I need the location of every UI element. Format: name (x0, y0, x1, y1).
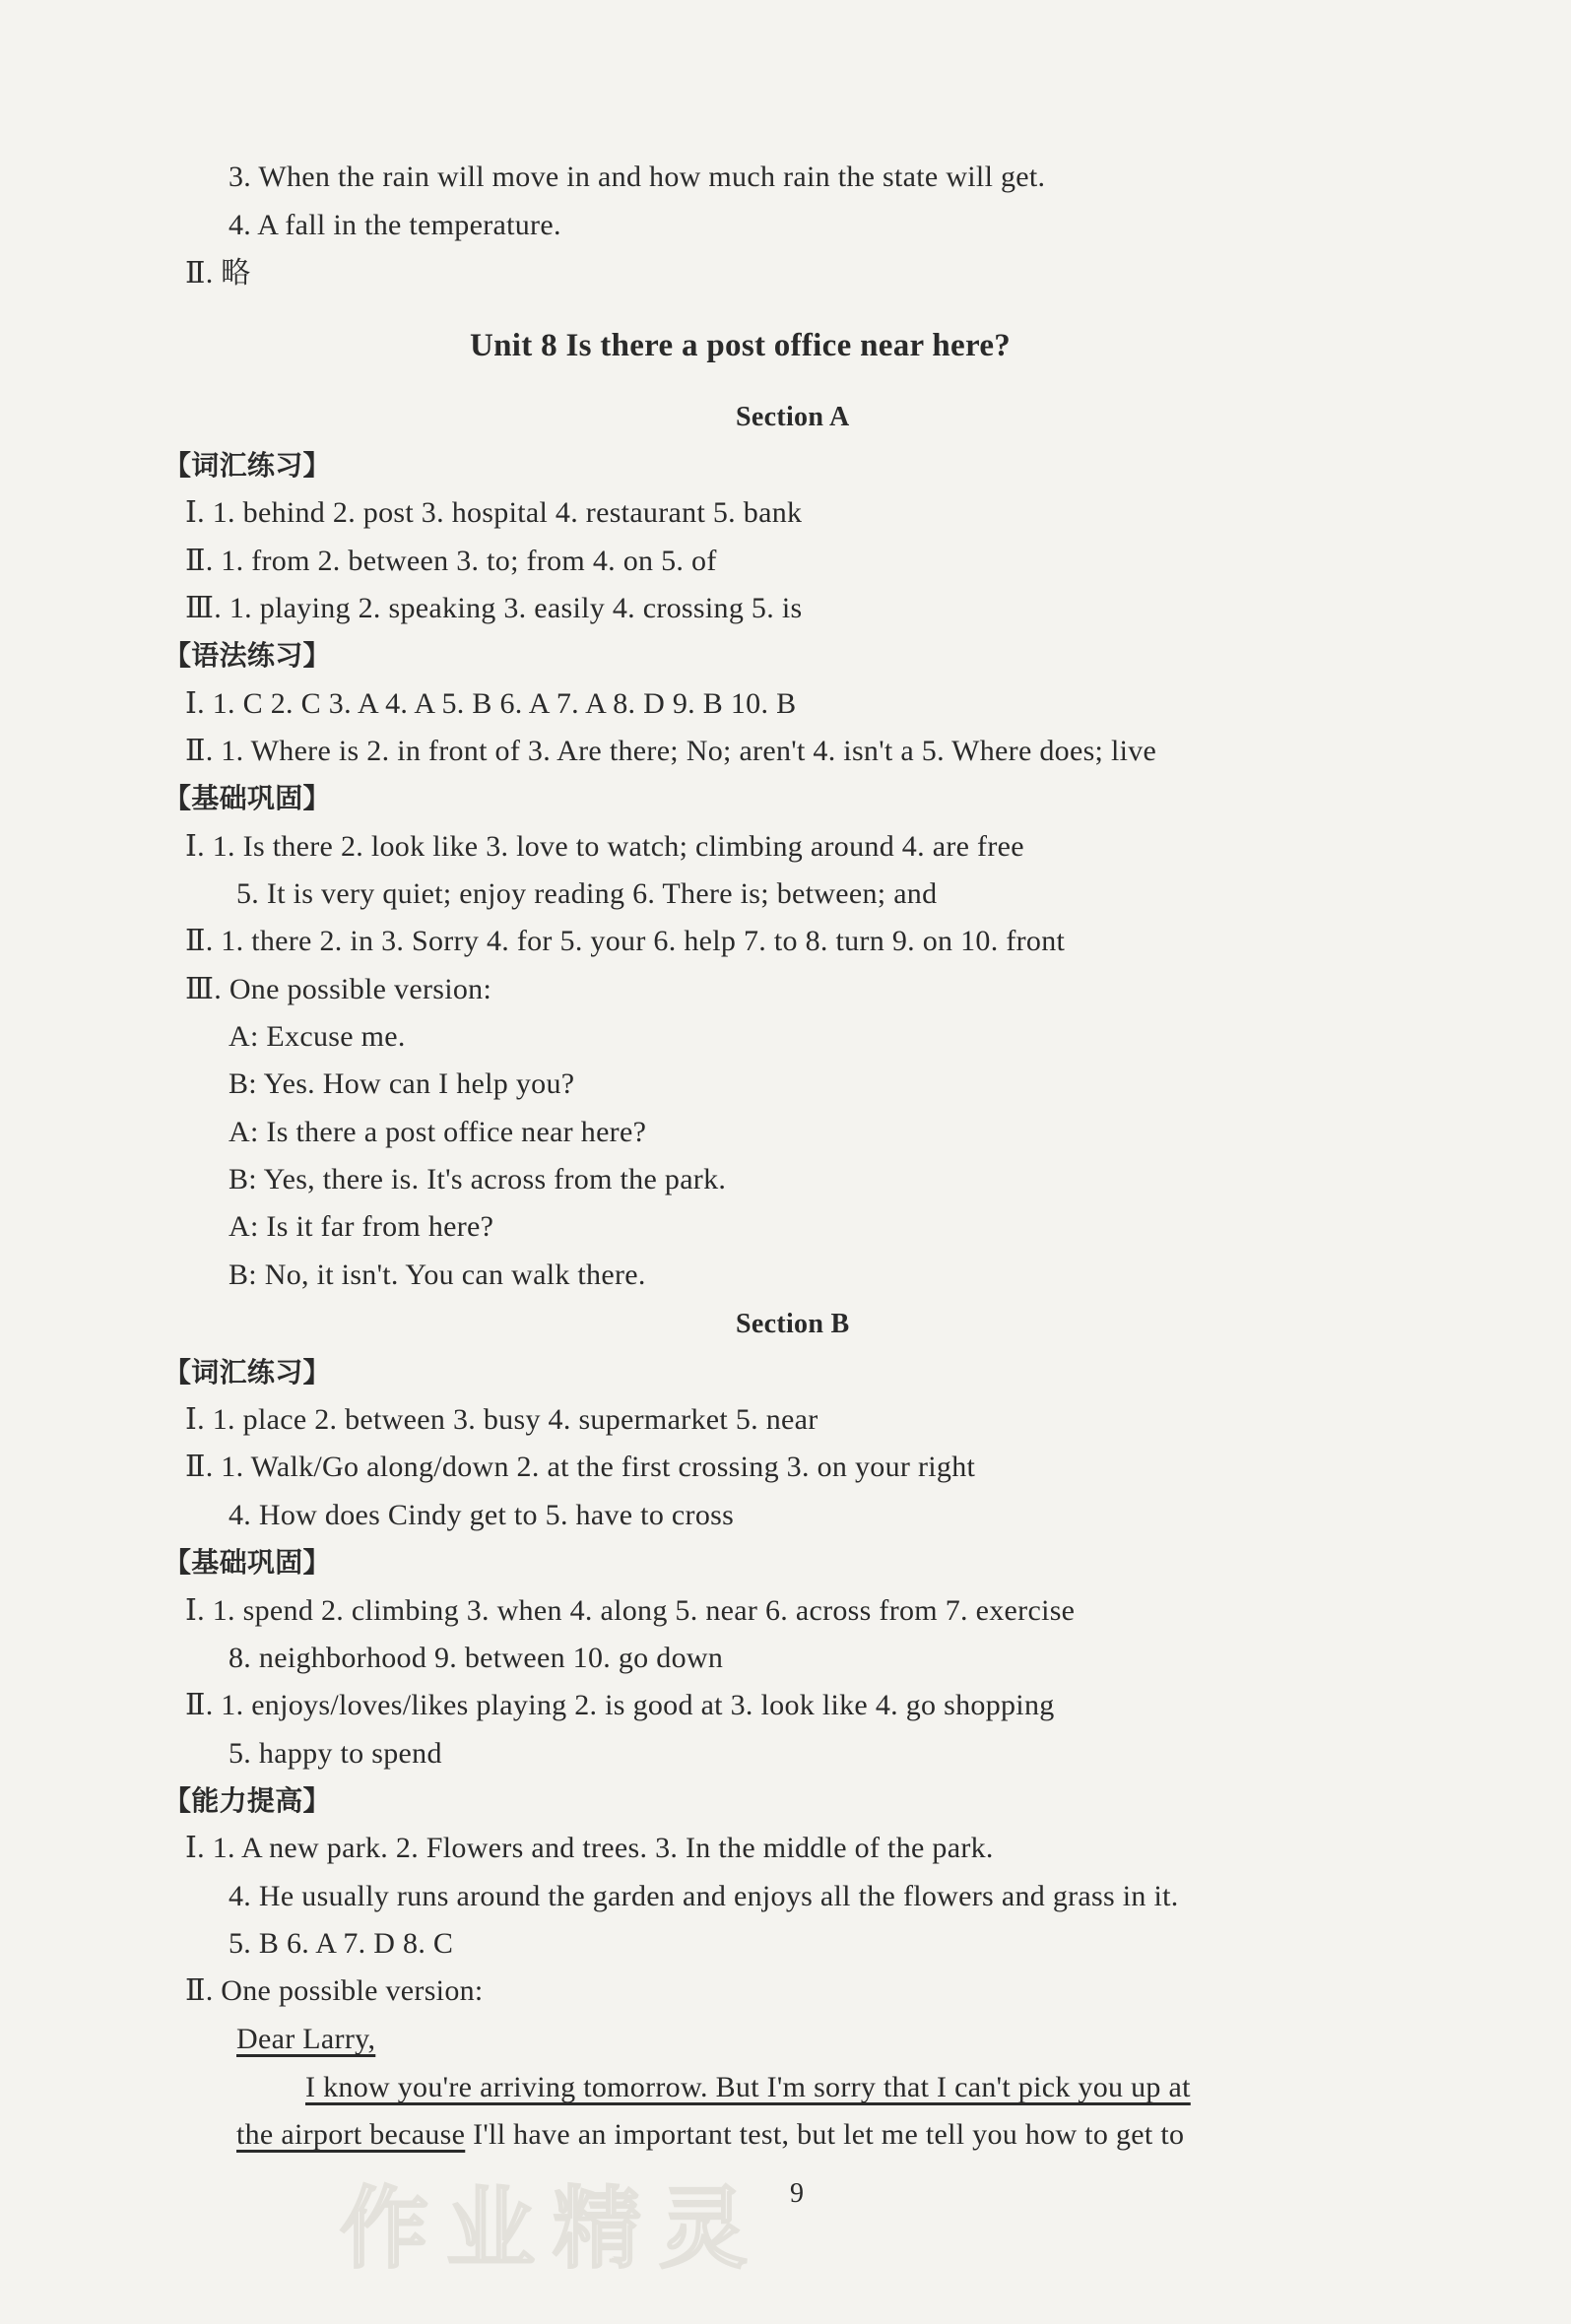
answer-line: Ⅱ. 1. enjoys/loves/likes playing 2. is good at 3. look like 4. go shopping (185, 1689, 1055, 1721)
section-title: Section B (736, 1309, 850, 1339)
answer-line: 3. When the rain will move in and how much rain the state will get. (229, 161, 1046, 193)
dialogue-line: B: Yes. How can I help you? (229, 1067, 575, 1100)
dialogue-line: A: Excuse me. (229, 1020, 406, 1053)
answer-line: Ⅱ. 1. there 2. in 3. Sorry 4. for 5. your 6. help 7. to 8. turn 9. on 10. front (185, 925, 1066, 957)
page-number: 9 (790, 2178, 804, 2209)
answer-line: 4. A fall in the temperature. (229, 209, 561, 241)
dialogue-line: A: Is it far from here? (229, 1210, 494, 1243)
category-heading: 【基础巩固】 (164, 1546, 331, 1579)
category-heading: 【词汇练习】 (164, 449, 331, 482)
answer-line: Ⅱ. 1. Walk/Go along/down 2. at the first crossing 3. on your right (185, 1451, 976, 1483)
answer-line: Ⅲ. One possible version: (185, 973, 492, 1005)
letter-salutation: Dear Larry, (236, 2023, 376, 2055)
answer-line: 5. B 6. A 7. D 8. C (229, 1927, 454, 1960)
answer-line: Ⅰ. 1. spend 2. climbing 3. when 4. along 5. near 6. across from 7. exercise (185, 1594, 1076, 1627)
answer-line: 5. It is very quiet; enjoy reading 6. There is; between; and (236, 877, 938, 910)
answer-line: Ⅰ. 1. C 2. C 3. A 4. A 5. B 6. A 7. A 8. D 9. B 10. B (185, 687, 797, 720)
category-heading: 【基础巩固】 (164, 782, 331, 814)
answer-line: Ⅱ. 1. Where is 2. in front of 3. Are there; No; aren't 4. isn't a 5. Where does; live (185, 735, 1157, 767)
answer-line: Ⅰ. 1. behind 2. post 3. hospital 4. restaurant 5. bank (185, 496, 803, 529)
answer-line: Ⅰ. 1. place 2. between 3. busy 4. supermarket 5. near (185, 1403, 818, 1436)
unit-title: Unit 8 Is there a post office near here? (470, 328, 1012, 363)
section-title: Section A (736, 402, 850, 432)
answer-line: 8. neighborhood 9. between 10. go down (229, 1642, 724, 1674)
answer-line: 5. happy to spend (229, 1737, 442, 1770)
answer-line: Ⅰ. 1. Is there 2. look like 3. love to watch; climbing around 4. are free (185, 830, 1024, 863)
dialogue-line: B: No, it isn't. You can walk there. (229, 1259, 646, 1291)
dialogue-line: A: Is there a post office near here? (229, 1116, 647, 1148)
answer-line: Ⅱ. 1. from 2. between 3. to; from 4. on 5. of (185, 545, 717, 577)
answer-line: 4. He usually runs around the garden and enjoys all the flowers and grass in it. (229, 1880, 1179, 1912)
plain-phrase: I'll have an important test, but let me tell you how to get to (465, 2118, 1185, 2151)
answer-line: Ⅱ. 略 (185, 257, 251, 290)
dialogue-line: B: Yes, there is. It's across from the park. (229, 1163, 727, 1195)
letter-body-line (236, 2115, 1184, 2155)
watermark-logo: 作业精灵 (340, 2177, 765, 2281)
category-heading: 【能力提高】 (164, 1784, 331, 1817)
underlined-phrase: the airport because (236, 2118, 466, 2151)
category-heading: 【语法练习】 (164, 639, 331, 672)
answer-line: Ⅰ. 1. A new park. 2. Flowers and trees. 3. In the middle of the park. (185, 1832, 994, 1864)
answer-line: Ⅲ. 1. playing 2. speaking 3. easily 4. crossing 5. is (185, 592, 803, 624)
answer-line: Ⅱ. One possible version: (185, 1974, 484, 2007)
letter-body-line: I know you're arriving tomorrow. But I'm sorry that I can't pick you up at (305, 2071, 1191, 2103)
category-heading: 【词汇练习】 (164, 1356, 331, 1388)
answer-line: 4. How does Cindy get to 5. have to cross (229, 1499, 735, 1531)
